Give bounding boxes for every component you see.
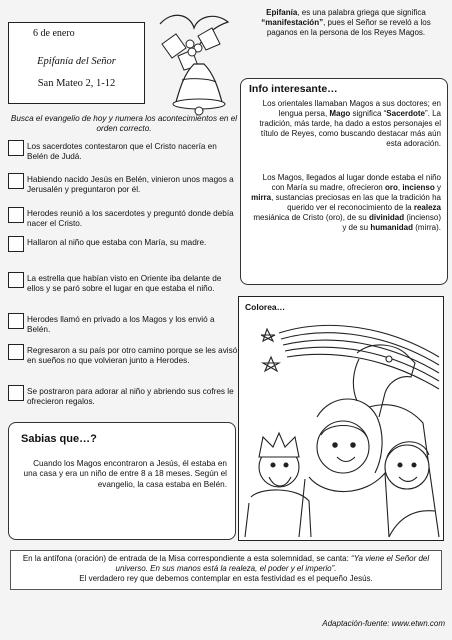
antiphon-footer: [10, 550, 442, 590]
info-p2-e: y: [434, 183, 441, 192]
number-box[interactable]: [8, 344, 24, 360]
info-p2-f: mirra: [251, 193, 272, 202]
event-text: Los sacerdotes contestaron que el Cristo nacería en Belén de Judá.: [27, 142, 217, 162]
info-p2-i: mesiánica de Cristo (oro), de su: [253, 213, 369, 222]
antiphon-intro: En la antífona (oración) de entrada de la Misa correspondiente a esta solemnidad, se canta:: [22, 554, 352, 563]
info-p1-c: significa “: [350, 109, 387, 118]
manifestation-quote: “manifestación”: [261, 18, 324, 27]
info-p2-k: (incienso) y de su: [342, 213, 441, 232]
number-box[interactable]: [8, 173, 24, 189]
event-text: Se postraron para adorar al niño y abriendo sus cofres le ofrecieron regalos.: [27, 387, 234, 407]
number-box[interactable]: [8, 140, 24, 156]
number-box[interactable]: [8, 236, 24, 252]
info-p2-d: incienso: [402, 183, 435, 192]
info-p2-g: , sustancias preciosas en las que la tradición ha querido ver el reconocimiento de la: [271, 193, 441, 212]
number-box[interactable]: [8, 207, 24, 223]
event-text: Herodes reunió a los sacerdotes y preguntó donde debía nacer el Cristo.: [27, 209, 234, 229]
info-paragraph-1: [251, 99, 441, 149]
source-credit: Adaptación-fuente: www.etwn.com: [322, 619, 445, 628]
epiphany-text-2: , pues el Señor se reveló a los paganos en la persona de los Reyes Magos.: [266, 18, 431, 37]
info-p2-m: (mirra).: [413, 223, 441, 232]
antiphon-conclusion: El verdadero rey que debemos contemplar en esta festividad es el pequeño Jesús.: [79, 574, 373, 583]
info-p2-h: realeza: [413, 203, 441, 212]
number-box[interactable]: [8, 385, 24, 401]
magi-camel-illustration: [239, 297, 443, 540]
info-title: Info interesante…: [249, 83, 338, 95]
antiphon-quote: “Ya viene el Señor del universo. En sus manos está la realeza, el poder y el imperio”.: [115, 554, 430, 573]
holly-bell-decoration: [142, 4, 247, 124]
info-p1-d: Sacerdote: [386, 109, 425, 118]
info-box: [240, 78, 448, 285]
coloring-panel: [238, 296, 444, 541]
activity-instructions: Busca el evangelio de hoy y numera los acontecimientos en el orden correcto.: [10, 114, 238, 133]
info-p2-b: oro: [384, 183, 398, 192]
gospel-reference: San Mateo 2, 1-12: [37, 78, 116, 89]
did-you-know-box: [8, 422, 236, 540]
info-p1-b: Mago: [329, 109, 351, 118]
event-text: Hallaron al niño que estaba con María, su madre.: [27, 238, 207, 247]
event-text: La estrella que habían visto en Oriente iba delante de ellos y se paró sobre el lugar en que estaba el niño.: [27, 274, 222, 294]
info-p1-a: Los orientales llamaban Magos a sus doctores; en lengua persa,: [262, 99, 441, 118]
epiphany-definition: [246, 8, 446, 38]
event-text: Regresaron a su país por otro camino porque se les avisó en sueños no que volvieran junto a Herodes.: [27, 346, 238, 366]
info-paragraph-2: [251, 173, 441, 233]
info-p1-e: ”. La tradición, más tarde, ha dado a estos personajes el título de Reyes, como buscando destacar más aún esta adoración.: [259, 109, 441, 148]
number-box[interactable]: [8, 272, 24, 288]
info-p2-j: divinidad: [368, 213, 405, 222]
feast-name: Epifanía del Señor: [37, 56, 116, 67]
date: 6 de enero: [33, 28, 75, 39]
did-you-know-text: Cuando los Magos encontraron a Jesús, él estaba en una casa y era un niño de entre 8 a 18 meses. Según el evangelio, la casa estaba en Belén.: [23, 459, 227, 489]
epiphany-text-1: , es una palabra griega que significa: [297, 8, 426, 17]
epiphany-word: Epifanía: [266, 8, 298, 17]
info-p2-c: ,: [397, 183, 403, 192]
did-you-know-title: Sabias que…?: [21, 433, 97, 445]
coloring-title: Colorea…: [245, 302, 286, 312]
number-box[interactable]: [8, 313, 24, 329]
info-p2-a: Los Magos, llegados al lugar donde estaba el niño con María su madre, ofrecieron: [262, 173, 441, 192]
event-text: Herodes llamó en privado a los Magos y los envió a Belén.: [27, 315, 215, 335]
event-text: Habiendo nacido Jesús en Belén, vinieron unos magos a Jerusalén y preguntaron por él.: [27, 175, 234, 195]
info-p2-l: humanidad: [370, 223, 413, 232]
date-header-box: [8, 22, 145, 104]
